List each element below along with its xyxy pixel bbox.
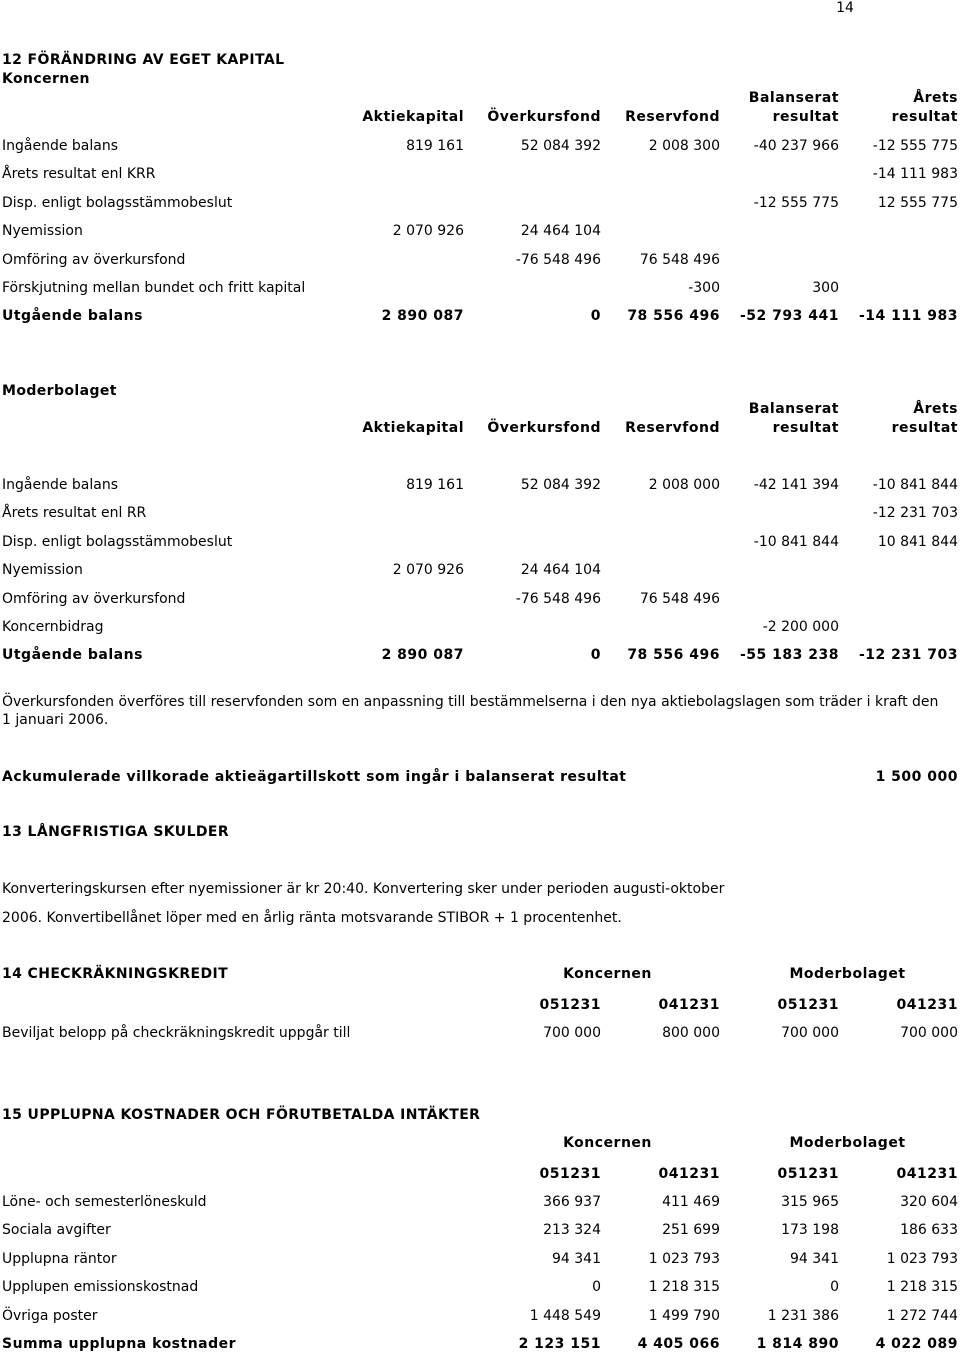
cell-value: 173 198	[781, 1222, 839, 1239]
section-14-title: 14 CHECKRÄKNINGSKREDIT	[2, 966, 229, 982]
row-label: Omföring av överkursfond	[2, 251, 186, 268]
cell-value: 700 000	[543, 1025, 601, 1041]
row-label: Ingående balans	[2, 477, 119, 493]
row-label: Omföring av överkursfond	[2, 590, 186, 607]
cell-value: 52 084 392	[520, 477, 601, 493]
cell-value: 0	[590, 647, 601, 664]
cell-value: 94 341	[790, 1250, 839, 1267]
column-header	[470, 400, 601, 438]
date-header: 041231	[658, 997, 720, 1013]
table-row	[0, 1277, 960, 1297]
table-row	[0, 1220, 960, 1240]
cell-value: 315 965	[781, 1194, 839, 1210]
row-label: Nyemission	[2, 562, 83, 579]
cell-value: 4 022 089	[875, 1336, 958, 1352]
table-row	[0, 1192, 960, 1212]
cell-value: 700 000	[900, 1025, 958, 1041]
equity-note: Överkursfonden överföres till reservfonden som en anpassning till bestämmelserna i den nya aktiebolagslagen som träder i kraft den 1 januari 2006.	[2, 694, 939, 728]
accumulated-label: Ackumulerade villkorade aktieägartillskott som ingår i balanserat resultat	[2, 769, 627, 785]
column-header-line-1: Balanserat	[748, 90, 839, 106]
row-label: Disp. enligt bolagsstämmobeslut	[2, 194, 233, 211]
table-row	[0, 278, 960, 298]
table-row	[0, 250, 960, 270]
cell-value: -42 141 394	[753, 477, 839, 493]
accumulated-value: 1 500 000	[875, 769, 958, 785]
cell-value: 251 699	[662, 1222, 720, 1239]
column-header-line-2: Reservfond	[625, 109, 720, 125]
column-header	[843, 400, 958, 438]
cell-value: 1 272 744	[886, 1307, 958, 1324]
row-label: Upplupna räntor	[2, 1250, 117, 1267]
cell-value: 24 464 104	[520, 223, 601, 240]
cell-value: 1 023 793	[886, 1250, 958, 1267]
column-header-line-2: Aktiekapital	[362, 420, 464, 436]
row-label: Ingående balans	[2, 138, 119, 154]
cell-value: 94 341	[552, 1250, 601, 1267]
cell-value: 12 555 775	[877, 194, 958, 211]
group-label-moderbolaget: Moderbolaget	[2, 383, 117, 399]
cell-value: 1 231 386	[767, 1307, 839, 1324]
cell-value: 2 890 087	[381, 308, 464, 325]
cell-value: -14 111 983	[872, 166, 958, 183]
row-label: Löne- och semesterlöneskuld	[2, 1194, 207, 1210]
column-header-line-2: resultat	[772, 420, 839, 436]
cell-value: 1 448 549	[529, 1307, 601, 1324]
column-header	[606, 89, 720, 127]
row-label: Upplupen emissionskostnad	[2, 1279, 199, 1296]
column-header-line-2: resultat	[891, 109, 958, 125]
cell-value: -10 841 844	[872, 477, 958, 493]
column-header-line-2: Reservfond	[625, 420, 720, 436]
column-header-line-2: resultat	[891, 420, 958, 436]
section-15-title: 15 UPPLUPNA KOSTNADER OCH FÖRUTBETALDA INTÄKTER	[2, 1107, 481, 1123]
column-header-line-1	[470, 400, 601, 419]
column-header	[724, 89, 839, 127]
date-header: 041231	[896, 1166, 958, 1182]
cell-value: 320 604	[900, 1194, 958, 1210]
column-header-line-2: Överkursfond	[487, 109, 601, 125]
cell-value: 1 814 890	[756, 1336, 839, 1352]
column-header-line-1	[606, 89, 720, 108]
table-row	[0, 617, 960, 637]
cell-value: 213 324	[543, 1222, 601, 1239]
date-header: 051231	[777, 997, 839, 1013]
overdraft-group-moderbolaget: Moderbolaget	[789, 966, 906, 982]
long-term-debt-line-2: 2006. Konvertibellånet löper med en årlig ränta motsvarande STIBOR + 1 procentenhet.	[2, 910, 622, 926]
row-label: Utgående balans	[2, 647, 143, 664]
cell-value: -12 555 775	[872, 138, 958, 154]
row-label: Beviljat belopp på checkräkningskredit uppgår till	[2, 1025, 351, 1041]
cell-value: -52 793 441	[740, 308, 839, 325]
column-header	[470, 89, 601, 127]
cell-value: 2 070 926	[392, 223, 464, 240]
column-header	[300, 400, 464, 438]
column-header	[843, 89, 958, 127]
table-row	[0, 589, 960, 609]
cell-value: 819 161	[406, 138, 464, 154]
cell-value: 1 023 793	[648, 1250, 720, 1267]
column-header	[724, 400, 839, 438]
group-label-koncernen: Koncernen	[2, 71, 90, 87]
cell-value: 52 084 392	[520, 138, 601, 154]
cell-value: 0	[830, 1279, 839, 1296]
column-header-line-1	[300, 400, 464, 419]
cell-value: 2 890 087	[381, 647, 464, 664]
cell-value: 2 070 926	[392, 562, 464, 579]
cell-value: -40 237 966	[753, 138, 839, 154]
table-row	[0, 193, 960, 213]
row-label: Årets resultat enl KRR	[2, 166, 156, 183]
cell-value: 24 464 104	[520, 562, 601, 579]
cell-value: 76 548 496	[639, 251, 720, 268]
column-header-line-1: Balanserat	[748, 401, 839, 417]
date-header-row	[0, 1164, 960, 1184]
column-header-line-1	[300, 89, 464, 108]
cell-value: -55 183 238	[740, 647, 839, 664]
cell-value: 0	[590, 308, 601, 325]
table-row	[0, 1306, 960, 1326]
row-label: Summa upplupna kostnader	[2, 1336, 237, 1352]
cell-value: 300	[812, 280, 839, 296]
row-label: Koncernbidrag	[2, 619, 104, 635]
column-header-line-1: Årets	[913, 90, 958, 106]
overdraft-group-koncernen: Koncernen	[563, 966, 652, 982]
section-12-title: 12 FÖRÄNDRING AV EGET KAPITAL	[2, 52, 285, 68]
cell-value: -14 111 983	[859, 308, 958, 325]
cell-value: -12 231 703	[872, 505, 958, 522]
cell-value: -12 555 775	[753, 194, 839, 211]
row-label: Förskjutning mellan bundet och fritt kapital	[2, 280, 306, 296]
table-row	[0, 1249, 960, 1269]
cell-value: 2 008 300	[648, 138, 720, 154]
page-number: 14	[836, 0, 854, 16]
accrued-group-koncernen: Koncernen	[563, 1135, 652, 1151]
row-label: Övriga poster	[2, 1307, 98, 1324]
cell-value: 1 499 790	[648, 1307, 720, 1324]
cell-value: 366 937	[543, 1194, 601, 1210]
table-row	[0, 532, 960, 552]
row-label: Utgående balans	[2, 308, 143, 325]
date-header: 051231	[539, 1166, 601, 1182]
cell-value: -12 231 703	[859, 647, 958, 664]
cell-value: -2 200 000	[762, 619, 839, 635]
date-header: 041231	[896, 997, 958, 1013]
column-header	[606, 400, 720, 438]
table-row	[0, 560, 960, 580]
table-row	[0, 1023, 960, 1043]
row-label: Disp. enligt bolagsstämmobeslut	[2, 533, 233, 550]
cell-value: 1 218 315	[648, 1279, 720, 1296]
cell-value: 819 161	[406, 477, 464, 493]
date-header: 051231	[777, 1166, 839, 1182]
table-row	[0, 503, 960, 523]
table-row	[0, 164, 960, 184]
cell-value: 0	[592, 1279, 601, 1296]
column-header-line-2: resultat	[772, 109, 839, 125]
cell-value: -76 548 496	[515, 251, 601, 268]
total-row	[0, 645, 960, 665]
cell-value: 800 000	[662, 1025, 720, 1041]
cell-value: 4 405 066	[637, 1336, 720, 1352]
table-row	[0, 136, 960, 156]
total-row	[0, 1334, 960, 1354]
table-row	[0, 221, 960, 241]
cell-value: 76 548 496	[639, 590, 720, 607]
cell-value: 186 633	[900, 1222, 958, 1239]
cell-value: 78 556 496	[627, 308, 720, 325]
column-header-line-1	[470, 89, 601, 108]
date-header: 041231	[658, 1166, 720, 1182]
accrued-group-moderbolaget: Moderbolaget	[789, 1135, 906, 1151]
row-label: Sociala avgifter	[2, 1222, 111, 1239]
column-header-line-2: Överkursfond	[487, 420, 601, 436]
cell-value: 1 218 315	[886, 1279, 958, 1296]
row-label: Nyemission	[2, 223, 83, 240]
cell-value: 2 123 151	[518, 1336, 601, 1352]
column-header-line-1: Årets	[913, 401, 958, 417]
cell-value: -300	[688, 280, 720, 296]
cell-value: -10 841 844	[753, 533, 839, 550]
date-header-row	[0, 995, 960, 1015]
cell-value: -76 548 496	[515, 590, 601, 607]
table-row	[0, 475, 960, 495]
cell-value: 411 469	[662, 1194, 720, 1210]
long-term-debt-line-1: Konverteringskursen efter nyemissioner är kr 20:40. Konvertering sker under perioden augusti-oktober	[2, 881, 725, 897]
cell-value: 700 000	[781, 1025, 839, 1041]
column-header	[300, 89, 464, 127]
section-13-title: 13 LÅNGFRISTIGA SKULDER	[2, 824, 230, 840]
total-row	[0, 306, 960, 326]
cell-value: 10 841 844	[877, 533, 958, 550]
accumulated-contributions-row	[0, 767, 960, 787]
date-header: 051231	[539, 997, 601, 1013]
cell-value: 78 556 496	[627, 647, 720, 664]
column-header-line-2: Aktiekapital	[362, 109, 464, 125]
column-header-line-1	[606, 400, 720, 419]
cell-value: 2 008 000	[648, 477, 720, 493]
row-label: Årets resultat enl RR	[2, 505, 147, 522]
